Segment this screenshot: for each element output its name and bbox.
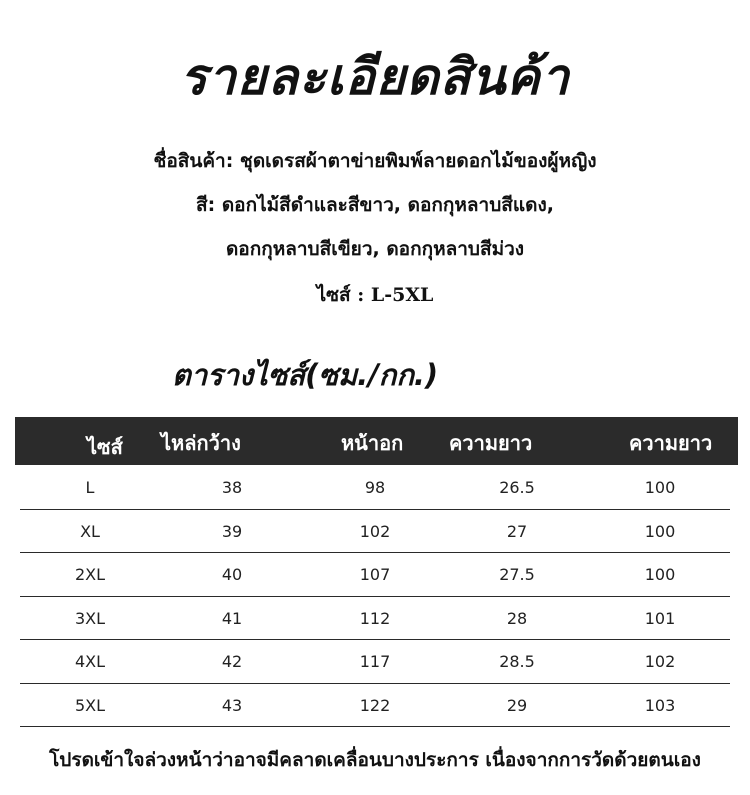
- cell-shoulder: 39: [221, 521, 243, 541]
- cell-chest: 107: [359, 565, 391, 584]
- cell-shoulder: 38: [221, 478, 243, 497]
- cell-size: 5XL: [74, 695, 106, 715]
- table-row: [20, 640, 730, 684]
- cell-length: 100: [644, 565, 676, 584]
- size-table-body: [20, 466, 730, 727]
- cell-size: 3XL: [74, 608, 106, 628]
- table-row: [20, 597, 730, 641]
- cell-shoulder: 43: [221, 695, 243, 715]
- cell-sleeve: 27: [506, 521, 528, 541]
- table-row: [20, 466, 730, 510]
- table-row: [20, 684, 730, 728]
- cell-shoulder: 40: [221, 565, 243, 584]
- cell-chest: 122: [359, 695, 391, 715]
- table-row: [20, 510, 730, 554]
- size-range: ไซส์ : L-5XL: [316, 284, 434, 306]
- cell-length: 101: [644, 608, 676, 628]
- cell-sleeve: 27.5: [499, 565, 535, 584]
- cell-sleeve: 29: [506, 695, 528, 715]
- color-line-2: ดอกกุหลาบสีเขียว, ดอกกุหลาบสีม่วง: [225, 238, 525, 260]
- table-row: [20, 553, 730, 597]
- cell-chest: 98: [364, 478, 386, 497]
- cell-size: XL: [80, 521, 100, 541]
- header-sleeve-length: ความยาว: [449, 431, 533, 455]
- page-title: รายละเอียดสินค้า: [180, 48, 570, 106]
- product-name: ชื่อสินค้า: ชุดเดรสผ้าตาข่ายพิมพ์ลายดอกไม้ของผู้หญิง: [153, 150, 597, 172]
- table-header: [15, 417, 738, 465]
- cell-chest: 112: [359, 608, 391, 628]
- cell-sleeve: 28.5: [499, 652, 535, 671]
- header-length: ความยาว: [629, 431, 713, 455]
- cell-shoulder: 41: [221, 608, 243, 628]
- cell-size: 2XL: [74, 565, 106, 584]
- cell-chest: 102: [359, 521, 391, 541]
- color-line-1: สี: ดอกไม้สีดำและสีขาว, ดอกกุหลาบสีแดง,: [196, 194, 554, 216]
- cell-chest: 117: [359, 652, 391, 671]
- cell-sleeve: 28: [506, 608, 528, 628]
- cell-size: L: [85, 478, 95, 497]
- cell-length: 100: [644, 521, 676, 541]
- size-chart-title: ตารางไซส์(ซม./กก.): [172, 358, 439, 392]
- cell-sleeve: 26.5: [499, 478, 535, 497]
- measurement-note: โปรดเข้าใจล่วงหน้าว่าอาจมีคลาดเคลื่อนบางประการ เนื่องจากการวัดด้วยตนเอง: [49, 749, 701, 771]
- header-shoulder: ไหล่กว้าง: [161, 431, 241, 455]
- cell-length: 102: [644, 652, 676, 671]
- cell-size: 4XL: [74, 652, 106, 671]
- header-chest: หน้าอก: [341, 431, 404, 455]
- cell-shoulder: 42: [221, 652, 243, 671]
- header-size: ไซส์: [87, 435, 123, 459]
- cell-length: 103: [644, 695, 676, 715]
- cell-length: 100: [644, 478, 676, 497]
